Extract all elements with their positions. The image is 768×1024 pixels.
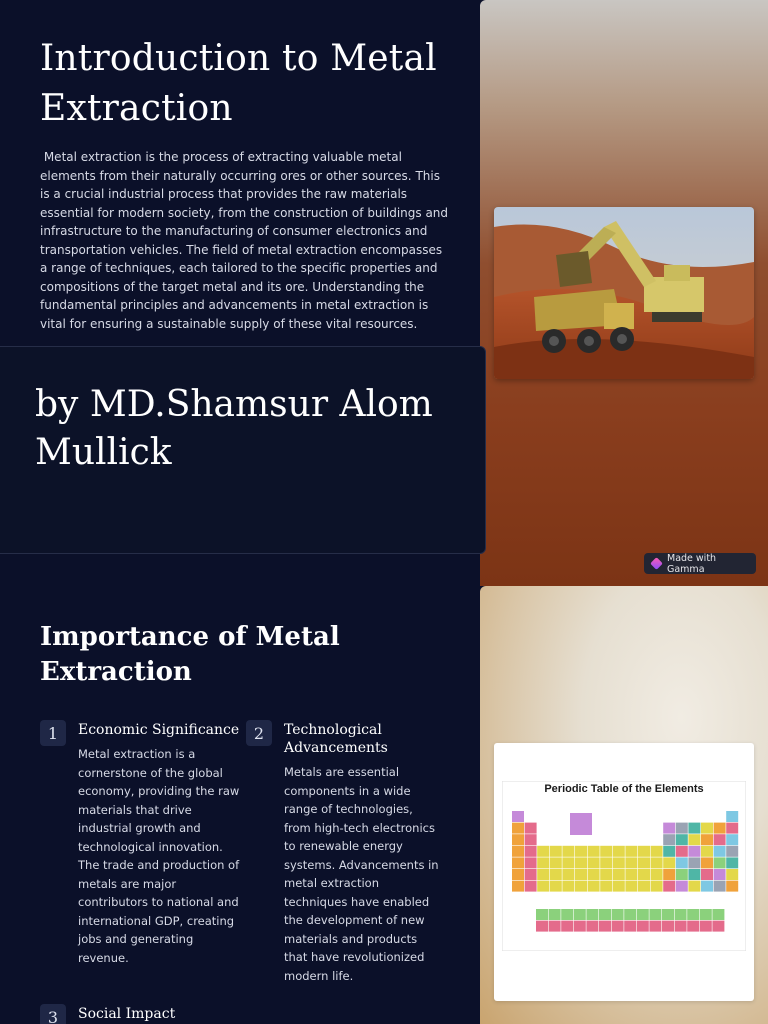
- element-cell: [588, 846, 600, 857]
- element-cell: [562, 857, 574, 868]
- element-cell: [663, 823, 675, 834]
- element-cell: [663, 834, 675, 845]
- element-cell: [676, 846, 688, 857]
- element-cell: [575, 881, 587, 892]
- element-cell: [663, 869, 675, 880]
- element-cell: [562, 846, 574, 857]
- element-cell: [649, 921, 661, 932]
- element-cell: [701, 869, 713, 880]
- element-cell: [536, 921, 548, 932]
- element-cell: [588, 881, 600, 892]
- element-cell: [676, 834, 688, 845]
- element-cell: [714, 869, 726, 880]
- element-cell: [701, 834, 713, 845]
- element-cell: [599, 921, 611, 932]
- element-cell: [561, 921, 573, 932]
- element-cell: [676, 869, 688, 880]
- slide-title: Introduction to Metal Extraction: [40, 38, 437, 129]
- element-cell: [575, 869, 587, 880]
- element-cell: [562, 869, 574, 880]
- point-social-impact: [40, 1004, 240, 1024]
- element-cell: [663, 846, 675, 857]
- element-cell: [701, 857, 713, 868]
- element-cell: [512, 811, 524, 822]
- element-cell: [726, 881, 738, 892]
- point-text: Metals are essential components in a wide range of technologies, from high-tech electronics to renewable energy systems. Advancements in metal extraction techniques have enabled the development of new materials and products that have revolutionized modern life.: [284, 765, 439, 983]
- element-cell: [688, 869, 700, 880]
- element-cell: [550, 857, 562, 868]
- element-cell: [676, 823, 688, 834]
- element-cell: [525, 846, 537, 857]
- number-badge: 1: [40, 720, 66, 746]
- element-cell: [701, 881, 713, 892]
- element-cell: [574, 909, 586, 920]
- element-cell: [537, 846, 549, 857]
- element-cell: [637, 909, 649, 920]
- intro-paragraph: Metal extraction is the process of extracting valuable metal elements from their naturally occurring ores or other sources. This is a crucial industrial process that provides the raw materials essential for modern society, from the construction of buildings and infrastructure to the manufacturing of consumer electronics and transportation vehicles. The field of metal extraction encompasses a range of techniques, each tailored to the specific properties and compositions of the target metal and its ore. Understanding the fundamental principles and advancements in metal extraction is vital for ensuring a sustainable supply of these vital resources.: [40, 150, 452, 331]
- element-cell: [688, 834, 700, 845]
- element-cell: [536, 909, 548, 920]
- element-cell: [651, 846, 663, 857]
- section-title: Importance of Metal Extraction: [40, 622, 340, 687]
- element-cell: [714, 834, 726, 845]
- element-cell: [525, 881, 537, 892]
- element-cell: [701, 846, 713, 857]
- element-cell: [612, 921, 624, 932]
- element-cell: [600, 881, 612, 892]
- element-cell: [549, 921, 561, 932]
- element-cell: [600, 869, 612, 880]
- point-text: Metal extraction is a cornerstone of the global economy, providing the raw materials that drive industrial growth and technological innovation. The trade and production of metals are major contributors to national and international GDP, creating jobs and generating revenue.: [78, 747, 240, 965]
- element-cell: [688, 857, 700, 868]
- element-cell: [512, 823, 524, 834]
- element-cell: [575, 846, 587, 857]
- element-cell: [625, 869, 637, 880]
- element-cell: [726, 834, 738, 845]
- element-cell: [613, 846, 625, 857]
- element-cell: [649, 909, 661, 920]
- element-cell: [525, 857, 537, 868]
- element-cell: [726, 846, 738, 857]
- point-title: Economic Significance: [78, 722, 240, 738]
- element-cell: [688, 846, 700, 857]
- element-cell: [638, 869, 650, 880]
- element-cell: [675, 921, 687, 932]
- element-cell: [525, 834, 537, 845]
- element-cell: [651, 869, 663, 880]
- badge-label: Made with Gamma: [667, 552, 717, 575]
- element-cell: [612, 909, 624, 920]
- element-cell: [537, 869, 549, 880]
- point-economic-significance: [40, 720, 240, 980]
- element-cell: [700, 921, 712, 932]
- element-cell: [651, 881, 663, 892]
- element-cell: [625, 881, 637, 892]
- element-cell: [600, 857, 612, 868]
- element-cell: [613, 881, 625, 892]
- element-cell: [600, 846, 612, 857]
- element-cell: [651, 857, 663, 868]
- element-cell: [663, 881, 675, 892]
- element-cell: [625, 857, 637, 868]
- element-cell: [676, 857, 688, 868]
- element-cell: [688, 881, 700, 892]
- element-cell: [613, 869, 625, 880]
- element-cell: [537, 857, 549, 868]
- element-cell: [624, 921, 636, 932]
- element-cell: [675, 909, 687, 920]
- author-card: [0, 346, 486, 554]
- element-cell: [624, 909, 636, 920]
- element-cell: [700, 909, 712, 920]
- element-cell: [574, 921, 586, 932]
- element-cell: [688, 823, 700, 834]
- element-cell: [714, 881, 726, 892]
- element-cell: [550, 881, 562, 892]
- element-cell: [575, 857, 587, 868]
- element-cell: [637, 921, 649, 932]
- gamma-logo-icon: [650, 557, 663, 570]
- element-cell: [714, 846, 726, 857]
- element-cell: [638, 857, 650, 868]
- made-with-gamma-badge[interactable]: [644, 553, 756, 574]
- legend-key-cell: [570, 813, 592, 835]
- element-cell: [512, 846, 524, 857]
- element-cell: [512, 857, 524, 868]
- slide-importance: [0, 586, 768, 1024]
- element-cell: [586, 909, 598, 920]
- element-cell: [525, 823, 537, 834]
- element-cell: [549, 909, 561, 920]
- element-cell: [537, 881, 549, 892]
- element-cell: [512, 834, 524, 845]
- periodic-table-graphic: [502, 781, 746, 951]
- mining-excavator-truck-image: [494, 207, 754, 379]
- periodic-table-title: Periodic Table of the Elements: [544, 783, 704, 795]
- element-cell: [676, 881, 688, 892]
- element-cell: [550, 846, 562, 857]
- element-cell: [687, 909, 699, 920]
- element-cell: [712, 921, 724, 932]
- element-cell: [512, 869, 524, 880]
- element-cell: [613, 857, 625, 868]
- periodic-table-image: [494, 743, 754, 1001]
- element-cell: [625, 846, 637, 857]
- element-cell: [586, 921, 598, 932]
- element-cell: [701, 823, 713, 834]
- mining-photo: [494, 207, 754, 379]
- element-cell: [561, 909, 573, 920]
- element-cell: [512, 881, 524, 892]
- point-title: Social Impact: [78, 1006, 176, 1022]
- element-cell: [714, 857, 726, 868]
- element-cell: [599, 909, 611, 920]
- author-name: by MD.Shamsur Alom Mullick: [35, 384, 433, 473]
- element-cell: [726, 857, 738, 868]
- element-cell: [588, 857, 600, 868]
- point-technological-advancements: [246, 720, 446, 990]
- element-cell: [662, 909, 674, 920]
- element-cell: [588, 869, 600, 880]
- element-cell: [726, 823, 738, 834]
- element-cell: [550, 869, 562, 880]
- element-cell: [726, 811, 738, 822]
- number-badge: 3: [40, 1004, 66, 1024]
- element-cell: [663, 857, 675, 868]
- element-cell: [712, 909, 724, 920]
- element-cell: [638, 881, 650, 892]
- element-cell: [638, 846, 650, 857]
- element-cell: [687, 921, 699, 932]
- point-title: Technological Advancements: [284, 722, 388, 756]
- element-cell: [525, 869, 537, 880]
- element-cell: [662, 921, 674, 932]
- element-cell: [726, 869, 738, 880]
- element-cell: [714, 823, 726, 834]
- number-badge: 2: [246, 720, 272, 746]
- element-cell: [562, 881, 574, 892]
